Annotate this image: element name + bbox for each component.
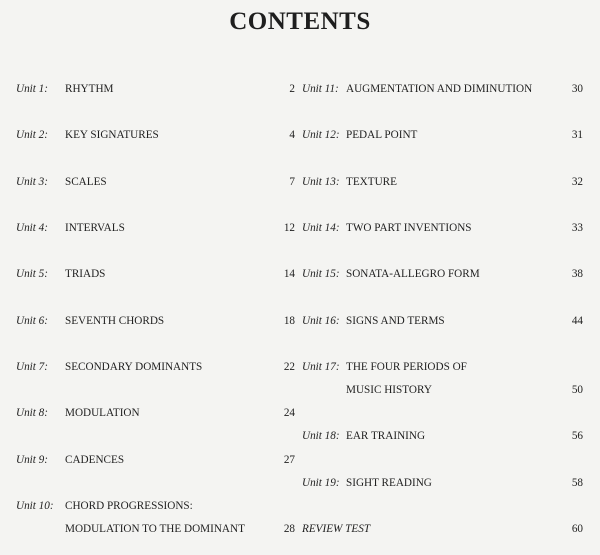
unit-title: RHYTHM (65, 83, 114, 95)
unit-number: Unit 10: (16, 500, 54, 512)
page-number: 24 (283, 407, 295, 419)
page-title: CONTENTS (229, 8, 371, 35)
unit-title: SIGHT READING (346, 477, 432, 489)
unit-title: CHORD PROGRESSIONS: (65, 500, 193, 512)
page-number: 30 (571, 83, 583, 95)
page-number: 4 (289, 129, 295, 141)
page-number: 27 (283, 454, 295, 466)
page-number: 44 (571, 315, 583, 327)
unit-title: TEXTURE (346, 176, 397, 188)
page-number: 14 (283, 268, 295, 280)
unit-title-continued: MODULATION TO THE DOMINANT (65, 523, 245, 535)
page-number: 28 (283, 523, 295, 535)
page-number: 7 (289, 176, 295, 188)
unit-title: SIGNS AND TERMS (346, 315, 445, 327)
unit-title: TRIADS (65, 268, 106, 280)
unit-title: PEDAL POINT (346, 129, 418, 141)
unit-number: Unit 4: (16, 222, 49, 234)
unit-number: Unit 15: (302, 268, 340, 280)
page-number: 58 (571, 477, 583, 489)
unit-title-continued: MUSIC HISTORY (346, 384, 432, 396)
unit-title: SONATA-ALLEGRO FORM (346, 268, 480, 280)
unit-title: THE FOUR PERIODS OF (346, 361, 467, 373)
page-number: 38 (571, 268, 583, 280)
unit-number: Unit 16: (302, 315, 340, 327)
unit-title: KEY SIGNATURES (65, 129, 159, 141)
unit-number: Unit 17: (302, 361, 340, 373)
unit-title: CADENCES (65, 454, 125, 466)
review-test-title: REVIEW TEST (302, 523, 371, 535)
page-number: 18 (283, 315, 295, 327)
page-number: 60 (571, 523, 583, 535)
unit-number: Unit 1: (16, 83, 49, 95)
page-number: 31 (571, 129, 583, 141)
unit-title: MODULATION (65, 407, 140, 419)
page-number: 2 (289, 83, 295, 95)
unit-title: SEVENTH CHORDS (65, 315, 165, 327)
unit-number: Unit 13: (302, 176, 340, 188)
unit-number: Unit 19: (302, 477, 340, 489)
page-number: 56 (571, 430, 583, 442)
unit-number: Unit 6: (16, 315, 49, 327)
page-number: 12 (283, 222, 295, 234)
unit-title: INTERVALS (65, 222, 125, 234)
unit-title: AUGMENTATION AND DIMINUTION (346, 83, 533, 95)
unit-number: Unit 8: (16, 407, 49, 419)
unit-title: SECONDARY DOMINANTS (65, 361, 203, 373)
unit-number: Unit 7: (16, 361, 49, 373)
unit-number: Unit 2: (16, 129, 49, 141)
unit-number: Unit 9: (16, 454, 49, 466)
page-number: 32 (571, 176, 583, 188)
unit-title: EAR TRAINING (346, 430, 426, 442)
page-number: 22 (283, 361, 295, 373)
page-number: 50 (571, 384, 583, 396)
unit-number: Unit 11: (302, 83, 339, 95)
page-number: 33 (571, 222, 583, 234)
unit-number: Unit 5: (16, 268, 49, 280)
unit-number: Unit 12: (302, 129, 340, 141)
unit-number: Unit 18: (302, 430, 340, 442)
unit-number: Unit 14: (302, 222, 340, 234)
unit-title: TWO PART INVENTIONS (346, 222, 472, 234)
unit-number: Unit 3: (16, 176, 49, 188)
unit-title: SCALES (65, 176, 107, 188)
